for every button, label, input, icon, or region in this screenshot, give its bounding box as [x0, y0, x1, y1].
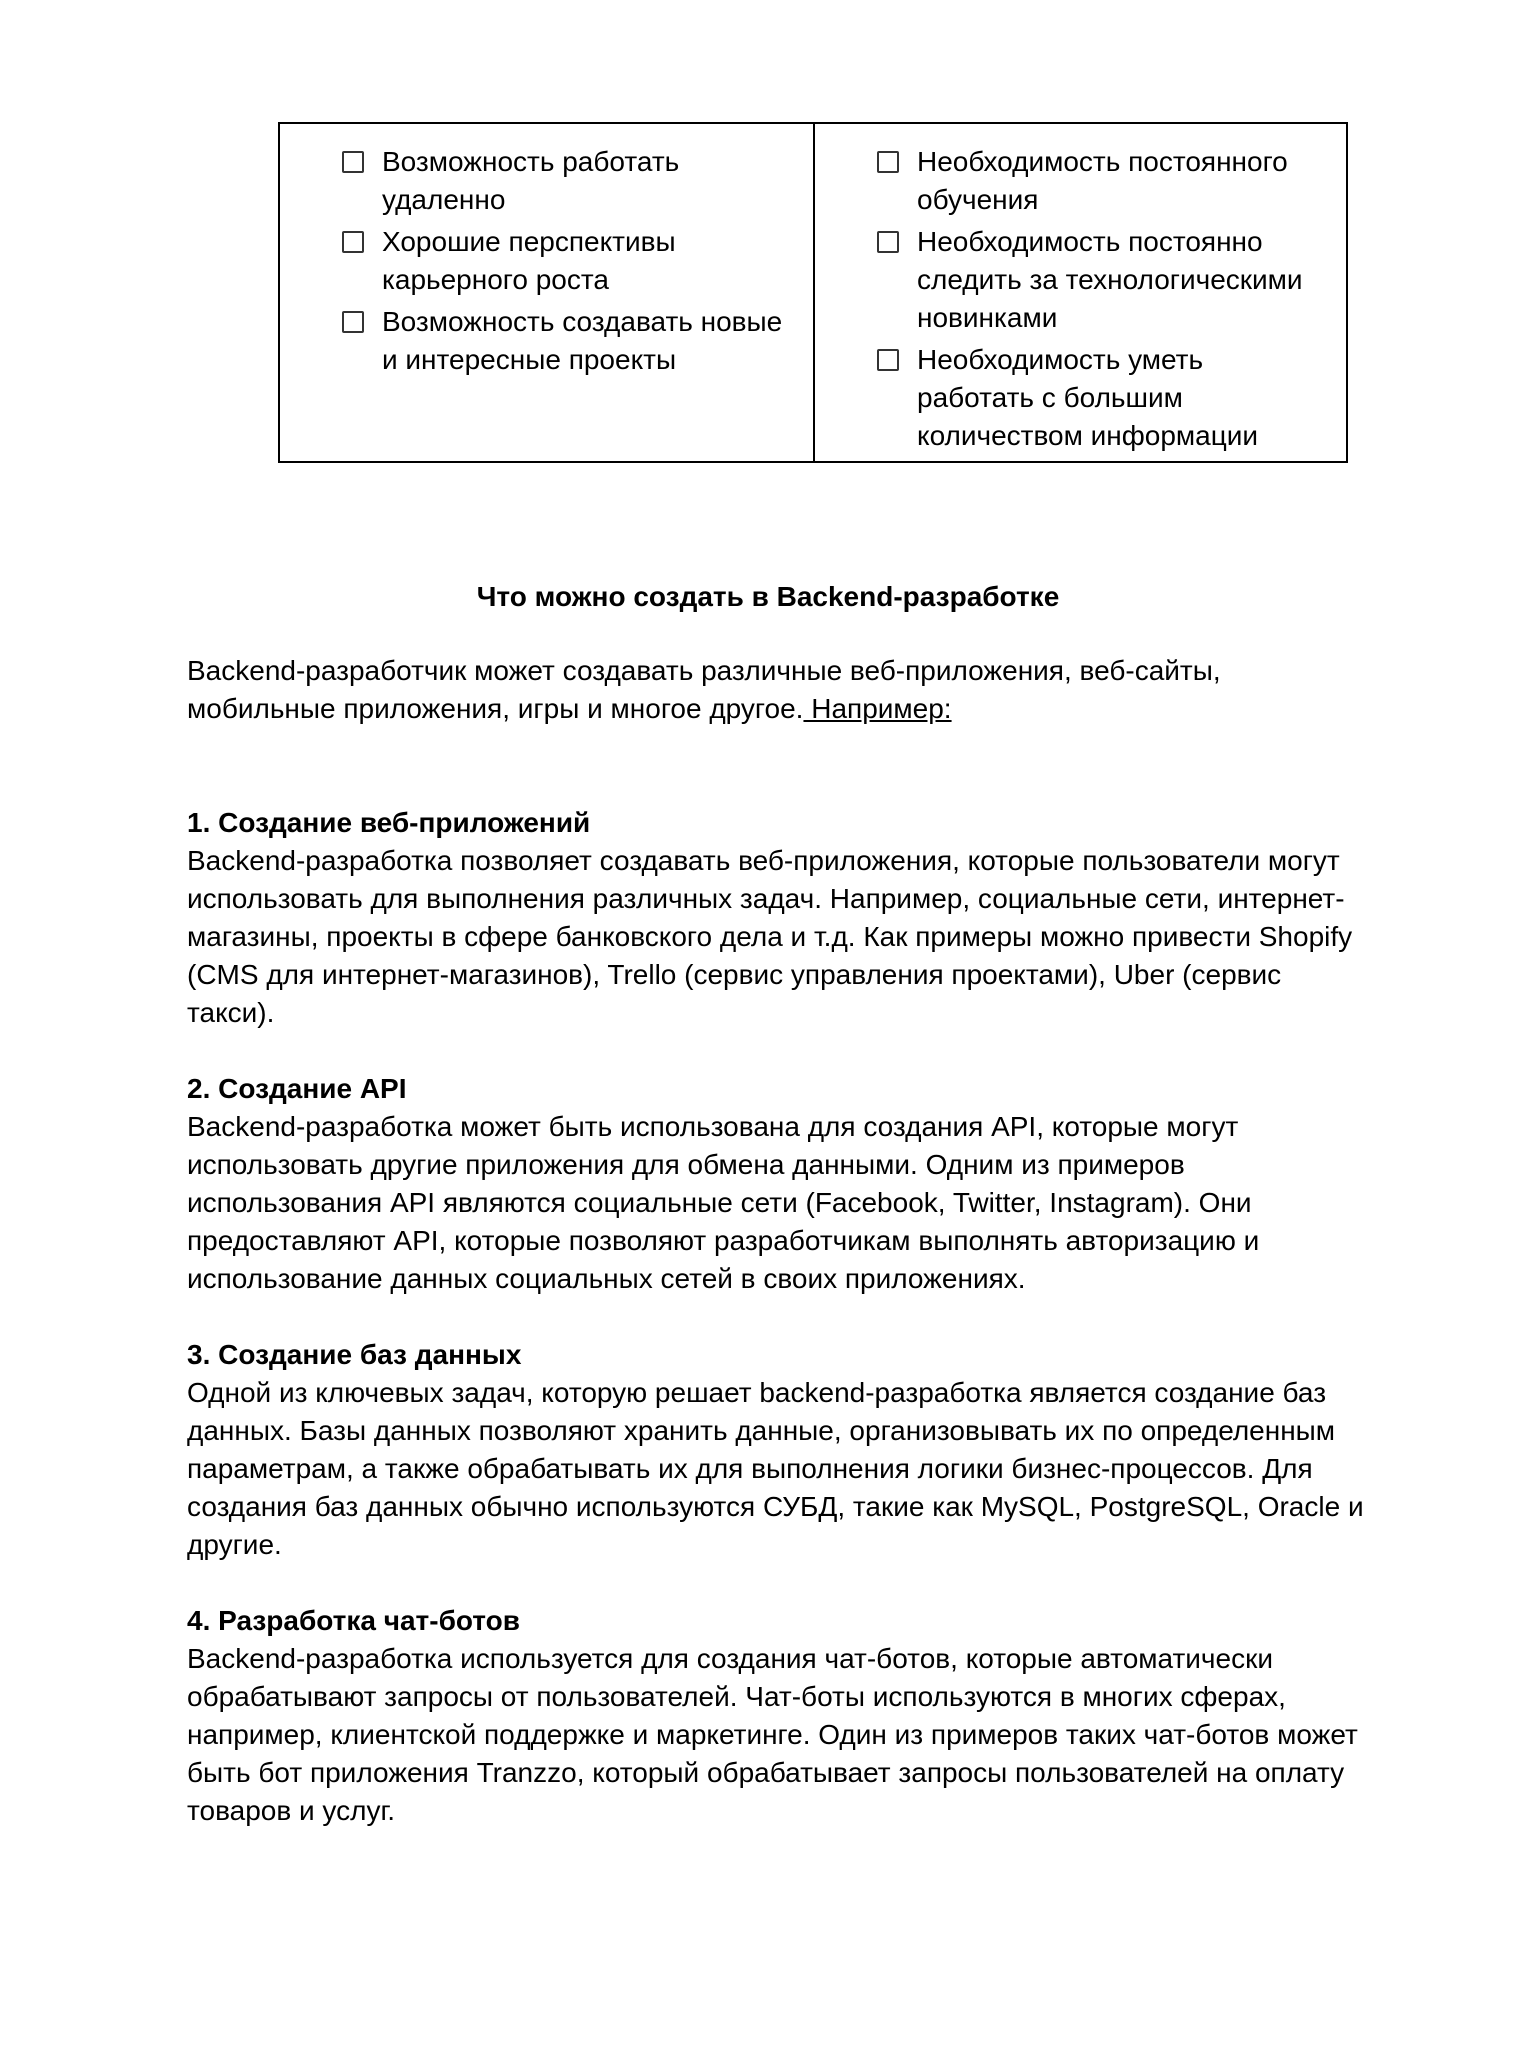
pros-list-item [342, 303, 793, 379]
checkbox[interactable] [342, 311, 364, 333]
document-body [187, 652, 1367, 1868]
cons-column [813, 124, 1346, 461]
checkbox[interactable] [877, 349, 899, 371]
item-heading: 3. Создание баз данных [187, 1339, 522, 1370]
cons-list-item [877, 223, 1326, 337]
pros-list-item [342, 143, 793, 219]
pros-item-text: Хорошие перспективы карьерного роста [382, 226, 676, 295]
pros-item-text: Возможность создавать новые и интересные проекты [382, 306, 783, 375]
cons-list-item [877, 143, 1326, 219]
pros-list-item [342, 223, 793, 299]
checkbox[interactable] [342, 231, 364, 253]
item-heading: 2. Создание API [187, 1073, 407, 1104]
section-title: Что можно создать в Backend-разработке [476, 581, 1060, 612]
pros-list [342, 143, 793, 379]
checkbox[interactable] [877, 231, 899, 253]
cons-item-text: Необходимость уметь работать с большим количеством информации [917, 344, 1259, 451]
intro-text: Backend-разработчик может создавать различные веб-приложения, веб-сайты, мобильные приложения, игры и многое другое. [187, 655, 1221, 724]
checkbox[interactable] [877, 151, 899, 173]
example-link[interactable]: Например: [803, 693, 952, 724]
item-paragraph: Backend-разработка позволяет создавать веб-приложения, которые пользователи могут использовать для выполнения различных задач. Например, социальные сети, интернет-магазины, проекты в сфере банковского дела и т.д. Как примеры можно привести Shopify (CMS для интернет-магазинов), Trello (сервис управления проектами), Uber (сервис такси). [187, 845, 1353, 1028]
section-item [187, 1070, 1367, 1298]
cons-list [877, 143, 1326, 455]
section-item [187, 1336, 1367, 1564]
intro-paragraph [187, 652, 1367, 728]
cons-item-text: Необходимость постоянного обучения [917, 146, 1288, 215]
checkbox[interactable] [342, 151, 364, 173]
item-paragraph: Backend-разработка может быть использована для создания API, которые могут использовать другие приложения для обмена данными. Одним из примеров использования API являются социальные сети (Facebook, Twitter, Instagram). Они предоставляют API, которые позволяют разработчикам выполнять авторизацию и использование данных социальных сетей в своих приложениях. [187, 1111, 1260, 1294]
item-paragraph: Одной из ключевых задач, которую решает backend-разработка является создание баз данных. Базы данных позволяют хранить данные, организовывать их по определенным параметрам, а также обрабатывать их для выполнения логики бизнес-процессов. Для создания баз данных обычно используются СУБД, такие как MySQL, PostgreSQL, Oracle и другие. [187, 1377, 1364, 1560]
pros-cons-table [278, 122, 1348, 463]
cons-item-text: Необходимость постоянно следить за технологическими новинками [917, 226, 1303, 333]
pros-item-text: Возможность работать удаленно [382, 146, 680, 215]
item-paragraph: Backend-разработка используется для создания чат-ботов, которые автоматически обрабатывают запросы от пользователей. Чат-боты используются в многих сферах, например, клиентской поддержке и маркетинге. Один из примеров таких чат-ботов может быть бот приложения Tranzzo, который обрабатывает запросы пользователей на оплату товаров и услуг. [187, 1643, 1358, 1826]
cons-list-item [877, 341, 1326, 455]
section-item [187, 1602, 1367, 1830]
pros-column [280, 124, 813, 461]
item-heading: 4. Разработка чат-ботов [187, 1605, 520, 1636]
item-heading: 1. Создание веб-приложений [187, 807, 591, 838]
section-item [187, 804, 1367, 1032]
